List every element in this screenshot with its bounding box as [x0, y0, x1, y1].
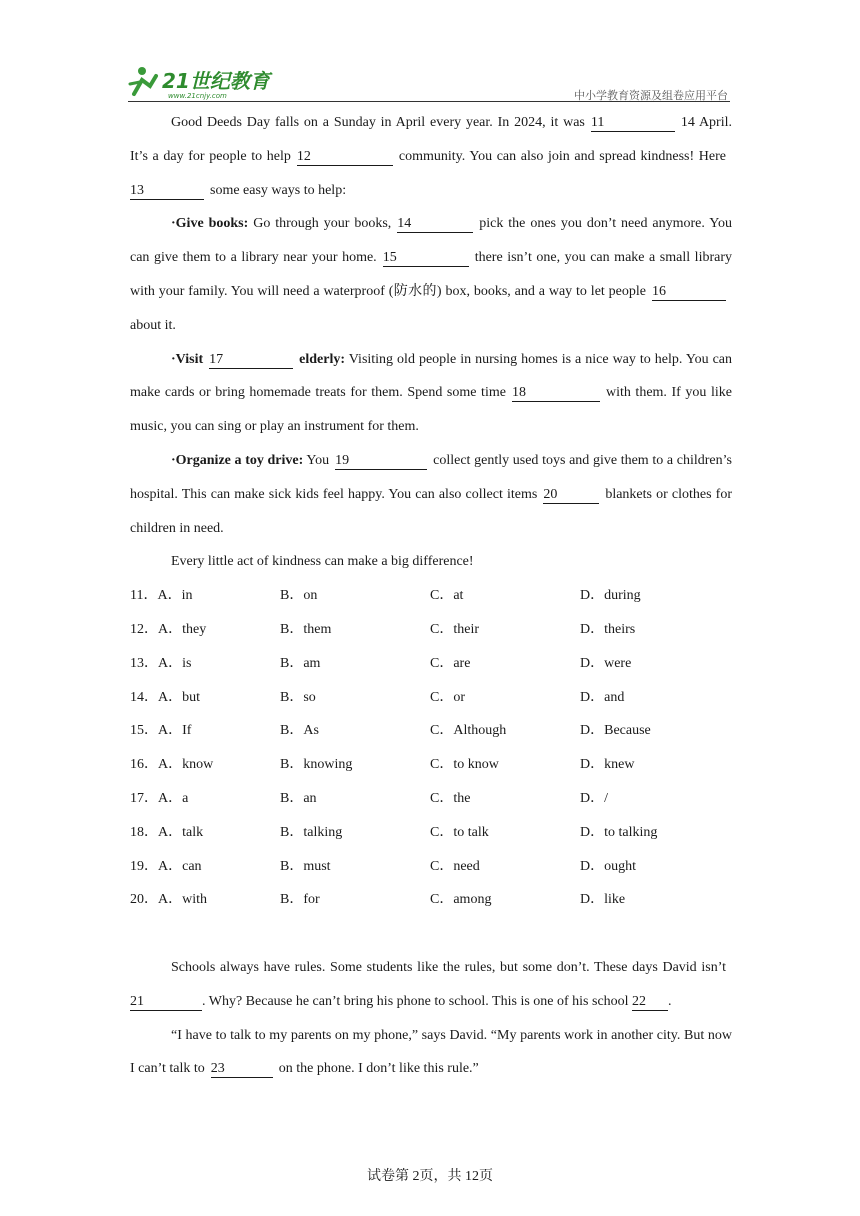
option-c[interactable]: C．or	[430, 689, 465, 705]
blank-18: 18	[512, 385, 600, 402]
logo-text: 21世纪教育	[162, 69, 270, 93]
text: .	[668, 993, 672, 1009]
question-16-options	[130, 748, 732, 782]
passage-paragraph-visit	[130, 343, 732, 444]
text: “I have to talk to my parents on my phone,” says David. “My parents work in another city. But now I can’t talk to	[130, 1027, 732, 1077]
option-d[interactable]: D．were	[580, 655, 632, 671]
passage2-paragraph-1	[130, 951, 732, 1019]
option-b[interactable]: B．As	[280, 723, 319, 739]
option-a[interactable]: 17．A．a	[130, 790, 189, 806]
page-footer: 试卷第 2页，共 12页	[367, 1169, 493, 1184]
blank-12: 12	[297, 149, 393, 166]
option-c[interactable]: C．the	[430, 790, 471, 806]
question-17-options	[130, 782, 732, 816]
option-c[interactable]: C．at	[430, 588, 464, 604]
text: Schools always have rules. Some students like the rules, but some don’t. These days David isn’t	[171, 959, 726, 975]
option-b[interactable]: B．must	[280, 858, 331, 874]
text: Go through your books,	[253, 216, 392, 232]
text: Visiting old people in nursing homes is a nice way to help. You can make cards or bring homemade treats for them. Spend some time	[130, 351, 732, 401]
blank-17: 17	[209, 352, 293, 369]
option-c[interactable]: C．are	[430, 655, 471, 671]
question-20-options	[130, 883, 732, 917]
option-c[interactable]: C．Although	[430, 723, 507, 739]
blank-21: 21	[130, 994, 202, 1011]
blank-19: 19	[335, 453, 427, 470]
option-b[interactable]: B．knowing	[280, 757, 353, 773]
option-b[interactable]: B．talking	[280, 824, 343, 840]
passage-paragraph-intro	[130, 106, 732, 207]
blank-16: 16	[652, 284, 726, 301]
option-a[interactable]: 12．A．they	[130, 621, 207, 637]
option-b[interactable]: B．them	[280, 621, 332, 637]
option-d[interactable]: D．like	[580, 892, 626, 908]
text: about it.	[130, 317, 176, 333]
option-d[interactable]: D．theirs	[580, 621, 636, 637]
option-c[interactable]: C．their	[430, 621, 479, 637]
option-a[interactable]: 19．A．can	[130, 858, 202, 874]
option-d[interactable]: D．and	[580, 689, 625, 705]
text: there isn’t one, you can make a small library with your family. You will need a waterproof (防水的) box, books, and a way to let people	[130, 250, 732, 299]
option-c[interactable]: C．to talk	[430, 824, 489, 840]
text: 14 April. It’s a day for people to help	[130, 115, 733, 164]
page-header	[128, 62, 730, 102]
blank-20: 20	[543, 487, 599, 504]
option-c[interactable]: C．among	[430, 892, 492, 908]
question-18-options	[130, 816, 732, 850]
logo-url: www.21cnjy.com	[168, 92, 227, 100]
question-14-options	[130, 681, 732, 715]
option-a[interactable]: 15．A．If	[130, 723, 192, 739]
option-a[interactable]: 18．A．talk	[130, 824, 204, 840]
option-d[interactable]: D．knew	[580, 757, 635, 773]
blank-15: 15	[383, 250, 469, 267]
option-a[interactable]: 16．A．know	[130, 757, 214, 773]
text: with them. If you like music, you can sing or play an instrument for them.	[130, 385, 733, 435]
section-spacer	[130, 917, 732, 951]
option-a[interactable]: 13．A．is	[130, 655, 192, 671]
text: collect gently used toys and give them to a children’s hospital. This can make sick kids feel happy. You can also collect items	[130, 452, 732, 502]
logo-21cnjy	[128, 64, 278, 100]
question-15-options	[130, 714, 732, 748]
option-b[interactable]: B．so	[280, 689, 316, 705]
passage2-paragraph-2	[130, 1019, 732, 1087]
option-b[interactable]: B．am	[280, 655, 321, 671]
blank-13: 13	[130, 183, 204, 200]
question-19-options	[130, 850, 732, 884]
header-divider	[128, 101, 730, 102]
platform-name: 中小学教育资源及组卷应用平台	[574, 89, 728, 102]
option-b[interactable]: B．for	[280, 892, 320, 908]
option-c[interactable]: C．need	[430, 858, 480, 874]
text: community. You can also join and spread kindness! Here	[398, 148, 726, 164]
passage-closing: Every little act of kindness can make a big difference!	[171, 554, 474, 570]
option-c[interactable]: C．to know	[430, 757, 499, 773]
option-b[interactable]: B．on	[280, 588, 318, 604]
option-d[interactable]: D．/	[580, 790, 608, 806]
text: Good Deeds Day falls on a Sunday in April every year. In 2024, it was	[171, 115, 585, 130]
option-a[interactable]: 11．A．in	[130, 588, 193, 604]
option-a[interactable]: 20．A．with	[130, 892, 207, 908]
option-d[interactable]: D．during	[580, 588, 641, 604]
blank-23: 23	[211, 1061, 273, 1078]
text: blankets or clothes for children in need.	[130, 486, 733, 536]
question-13-options	[130, 647, 732, 681]
text: some easy ways to help:	[210, 182, 347, 198]
question-11-options	[130, 579, 732, 613]
blank-11: 11	[591, 115, 675, 132]
option-a[interactable]: 14．A．but	[130, 689, 200, 705]
blank-22: 22	[632, 994, 668, 1011]
option-d[interactable]: D．ought	[580, 858, 636, 874]
text: on the phone. I don’t like this rule.”	[278, 1061, 479, 1077]
section-heading: ·Give books:	[171, 216, 249, 232]
blank-14: 14	[397, 216, 473, 233]
section-heading: ·Organize a toy drive:	[171, 452, 304, 468]
passage-paragraph-books	[130, 207, 732, 342]
option-d[interactable]: D．Because	[580, 723, 651, 739]
passage-paragraph-toys	[130, 444, 732, 545]
question-12-options	[130, 613, 732, 647]
option-b[interactable]: B．an	[280, 790, 317, 806]
option-d[interactable]: D．to talking	[580, 824, 658, 840]
section-heading: ·Visit	[171, 351, 204, 367]
text: You	[306, 452, 330, 468]
section-heading: elderly:	[299, 351, 346, 367]
options-list	[130, 579, 732, 917]
text: pick the ones you don’t need anymore. You can give them to a library near your home.	[130, 216, 733, 266]
text: . Why? Because he can’t bring his phone to school. This is one of his school	[202, 993, 629, 1009]
exam-content	[130, 106, 732, 1086]
